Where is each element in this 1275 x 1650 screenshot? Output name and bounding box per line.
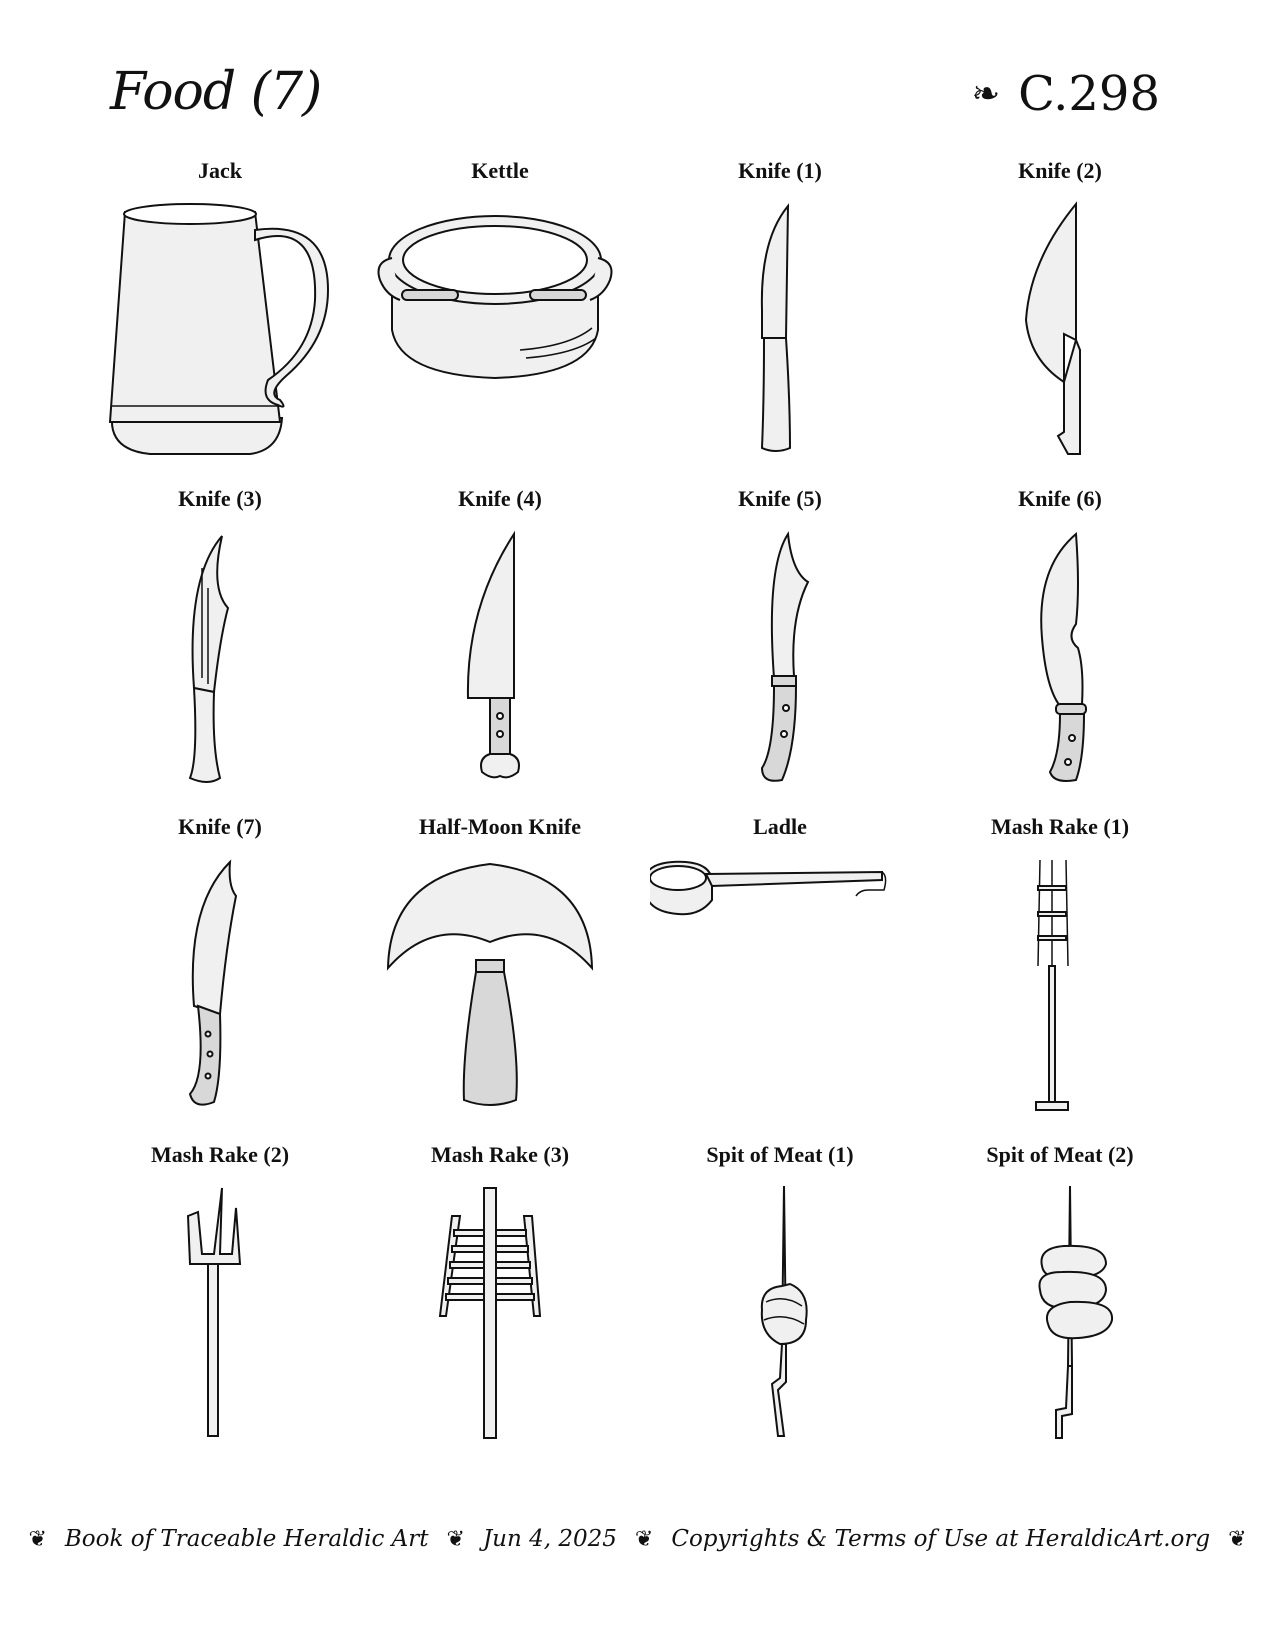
item-label: Knife (4) — [458, 486, 542, 511]
item-knife-1 — [640, 158, 920, 498]
footer-date: Jun 4, 2025 — [482, 1526, 617, 1552]
item-label: Mash Rake (3) — [430, 1142, 570, 1167]
item-label: Mash Rake (2) — [150, 1142, 290, 1167]
item-spit-of-meat-1 — [640, 1142, 920, 1482]
item-label: Mash Rake (1) — [990, 814, 1130, 839]
kettle-icon — [370, 200, 630, 470]
plate-code-text: C.298 — [1018, 66, 1160, 122]
plate-code — [972, 66, 1160, 122]
item-knife-5 — [640, 486, 920, 826]
item-spit-of-meat-2 — [920, 1142, 1200, 1482]
fleuron-icon: ❦ — [446, 1526, 465, 1552]
knife-icon — [930, 200, 1190, 470]
item-knife-2 — [920, 158, 1200, 498]
jack-icon — [90, 200, 350, 470]
item-label: Kettle — [471, 158, 529, 183]
item-label: Knife (7) — [178, 814, 262, 839]
page-title: Food (7) — [110, 62, 322, 122]
spit-of-meat-icon — [930, 1184, 1190, 1454]
item-mash-rake-3 — [360, 1142, 640, 1482]
knife-icon — [90, 528, 350, 798]
mash-rake-icon — [90, 1184, 350, 1454]
footer — [0, 1526, 1275, 1552]
knife-icon — [90, 856, 350, 1126]
item-half-moon-knife — [360, 814, 640, 1154]
item-kettle — [360, 158, 640, 498]
fleuron-icon: ❦ — [634, 1526, 654, 1552]
item-jack — [80, 158, 360, 498]
item-label: Spit of Meat (2) — [986, 1142, 1134, 1167]
item-mash-rake-2 — [80, 1142, 360, 1482]
item-knife-3 — [80, 486, 360, 826]
fleuron-icon: ❦ — [28, 1526, 47, 1552]
item-label: Knife (2) — [1018, 158, 1102, 183]
knife-icon — [650, 528, 910, 798]
footer-book-title: Book of Traceable Heraldic Art — [64, 1526, 429, 1552]
mash-rake-icon — [370, 1184, 630, 1454]
knife-icon — [930, 528, 1190, 798]
item-label: Knife (3) — [178, 486, 262, 511]
item-label: Knife (5) — [738, 486, 822, 511]
item-knife-4 — [360, 486, 640, 826]
ladle-icon — [650, 856, 910, 1126]
fleuron-icon: ❧ — [971, 74, 1001, 114]
footer-terms-link[interactable]: Copyrights & Terms of Use at HeraldicArt.org — [671, 1526, 1211, 1552]
item-ladle — [640, 814, 920, 1154]
mash-rake-icon — [930, 856, 1190, 1126]
half-moon-knife-icon — [370, 856, 630, 1126]
spit-of-meat-icon — [650, 1184, 910, 1454]
item-label: Half-Moon Knife — [419, 814, 581, 839]
item-label: Knife (1) — [738, 158, 822, 183]
item-label: Spit of Meat (1) — [706, 1142, 854, 1167]
item-knife-7 — [80, 814, 360, 1154]
item-label: Knife (6) — [1018, 486, 1102, 511]
knife-icon — [650, 200, 910, 470]
item-label: Ladle — [753, 814, 807, 839]
item-mash-rake-1 — [920, 814, 1200, 1154]
fleuron-icon: ❦ — [1228, 1526, 1247, 1552]
item-knife-6 — [920, 486, 1200, 826]
item-label: Jack — [198, 158, 242, 183]
knife-icon — [370, 528, 630, 798]
